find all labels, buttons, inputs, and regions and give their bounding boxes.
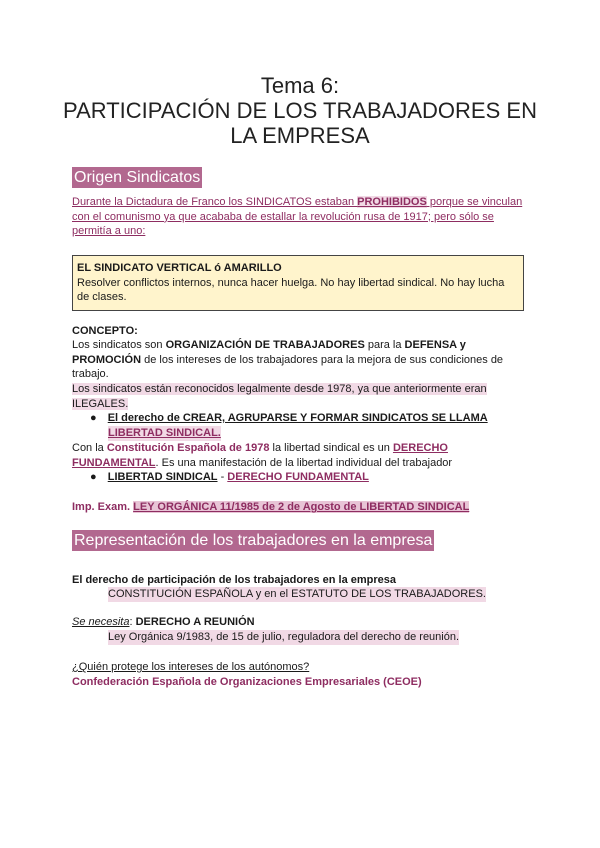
page-title-line-2: PARTICIPACIÓN DE LOS TRABAJADORES EN (63, 98, 537, 123)
concept-text-f: de los intereses de los trabajadores para la mejora de sus condiciones de (141, 353, 504, 366)
concept-text-a: Los sindicatos son (72, 339, 166, 351)
need-line (72, 615, 255, 630)
intro-text-c: con el comunismo ya que acababa de estallar la revolución rusa de 1917; pero sólo se (72, 210, 494, 223)
bullet1-line-1: El derecho de CREAR, AGRUPARSE Y FORMAR SINDICATOS SE LLAMA (107, 412, 488, 424)
intro-text-d: permitía a uno: (72, 225, 146, 238)
concept-text-c: para la (364, 339, 405, 351)
box-title: EL SINDICATO VERTICAL ó AMARILLO (77, 262, 282, 274)
constitution-text-c: la libertad sindical es un (269, 442, 393, 454)
bullet2-dash: - (217, 471, 228, 483)
bullet2-libertad: LIBERTAD SINDICAL (107, 471, 218, 483)
need-label: Se necesita (72, 616, 130, 628)
intro-paragraph (72, 195, 522, 239)
page-title-line-3: LA EMPRESA (230, 123, 370, 148)
constitution-fundamental: FUNDAMENTAL (72, 456, 156, 469)
ceoe-answer: Confederación Española de Organizaciones Empresariales (CEOE) (72, 676, 422, 688)
concept-promocion: PROMOCIÓN (72, 353, 142, 366)
sindicato-vertical-box (72, 255, 524, 311)
constitution-ce1978: Constitución Española de 1978 (106, 442, 270, 454)
intro-text-a: Durante la Dictadura de Franco los SINDICATOS estaban (72, 196, 358, 208)
concept-defensa: DEFENSA y (404, 339, 466, 351)
bullet-dot-2: ● (90, 471, 97, 483)
legal-line-1: Los sindicatos están reconocidos legalmente desde 1978, ya que anteriormente eran (72, 383, 487, 395)
legal-paragraph (72, 382, 487, 411)
concept-organizacion: ORGANIZACIÓN DE TRABAJADORES (165, 339, 365, 351)
constitution-paragraph (72, 441, 452, 470)
exam-line (72, 500, 469, 515)
exam-label: Imp. Exam. (72, 501, 131, 513)
page-title-line-1: Tema 6: (260, 73, 340, 98)
participation-label: El derecho de participación de los trabajadores en la empresa (72, 574, 397, 586)
intro-prohibidos: PROHIBIDOS (357, 196, 427, 208)
concept-paragraph (72, 338, 503, 382)
section-heading-origen-sindicatos: Origen Sindicatos (74, 169, 201, 186)
law-text: Ley Orgánica 9/1983, de 15 de julio, reguladora del derecho de reunión. (108, 631, 460, 643)
constitution-text-f: . Es una manifestación de la libertad individual del trabajador (155, 456, 453, 469)
intro-text-b: porque se vinculan (426, 196, 523, 208)
legal-line-2: ILEGALES. (72, 397, 129, 410)
bullet-libertad-sindical (90, 411, 488, 426)
autonomos-question: ¿Quién protege los intereses de los autónomos? (72, 661, 310, 673)
box-line-2: de clases. (77, 291, 127, 304)
exam-law: LEY ORGÁNICA 11/1985 de 2 de Agosto de LIBERTAD SINDICAL (133, 501, 470, 513)
bullet2-derecho: DERECHO FUNDAMENTAL (227, 471, 369, 483)
concept-text-g: trabajo. (72, 368, 109, 381)
section-heading-representacion: Representación de los trabajadores en la empresa (74, 532, 433, 549)
bullet1-line-2: LIBERTAD SINDICAL. (108, 427, 221, 439)
box-line-1: Resolver conflictos internos, nunca hacer huelga. No hay libertad sindical. No hay lucha (77, 276, 505, 289)
need-colon: : (129, 616, 133, 628)
need-text: DERECHO A REUNIÓN (135, 616, 255, 628)
participation-text: CONSTITUCIÓN ESPAÑOLA y en el ESTATUTO DE LOS TRABAJADORES. (108, 588, 486, 600)
bullet-dot: ● (90, 412, 97, 424)
constitution-text-a: Con la (72, 442, 107, 454)
constitution-derecho: DERECHO (392, 442, 448, 454)
concept-label: CONCEPTO: (72, 325, 138, 337)
bullet-libertad-derecho (90, 470, 369, 485)
